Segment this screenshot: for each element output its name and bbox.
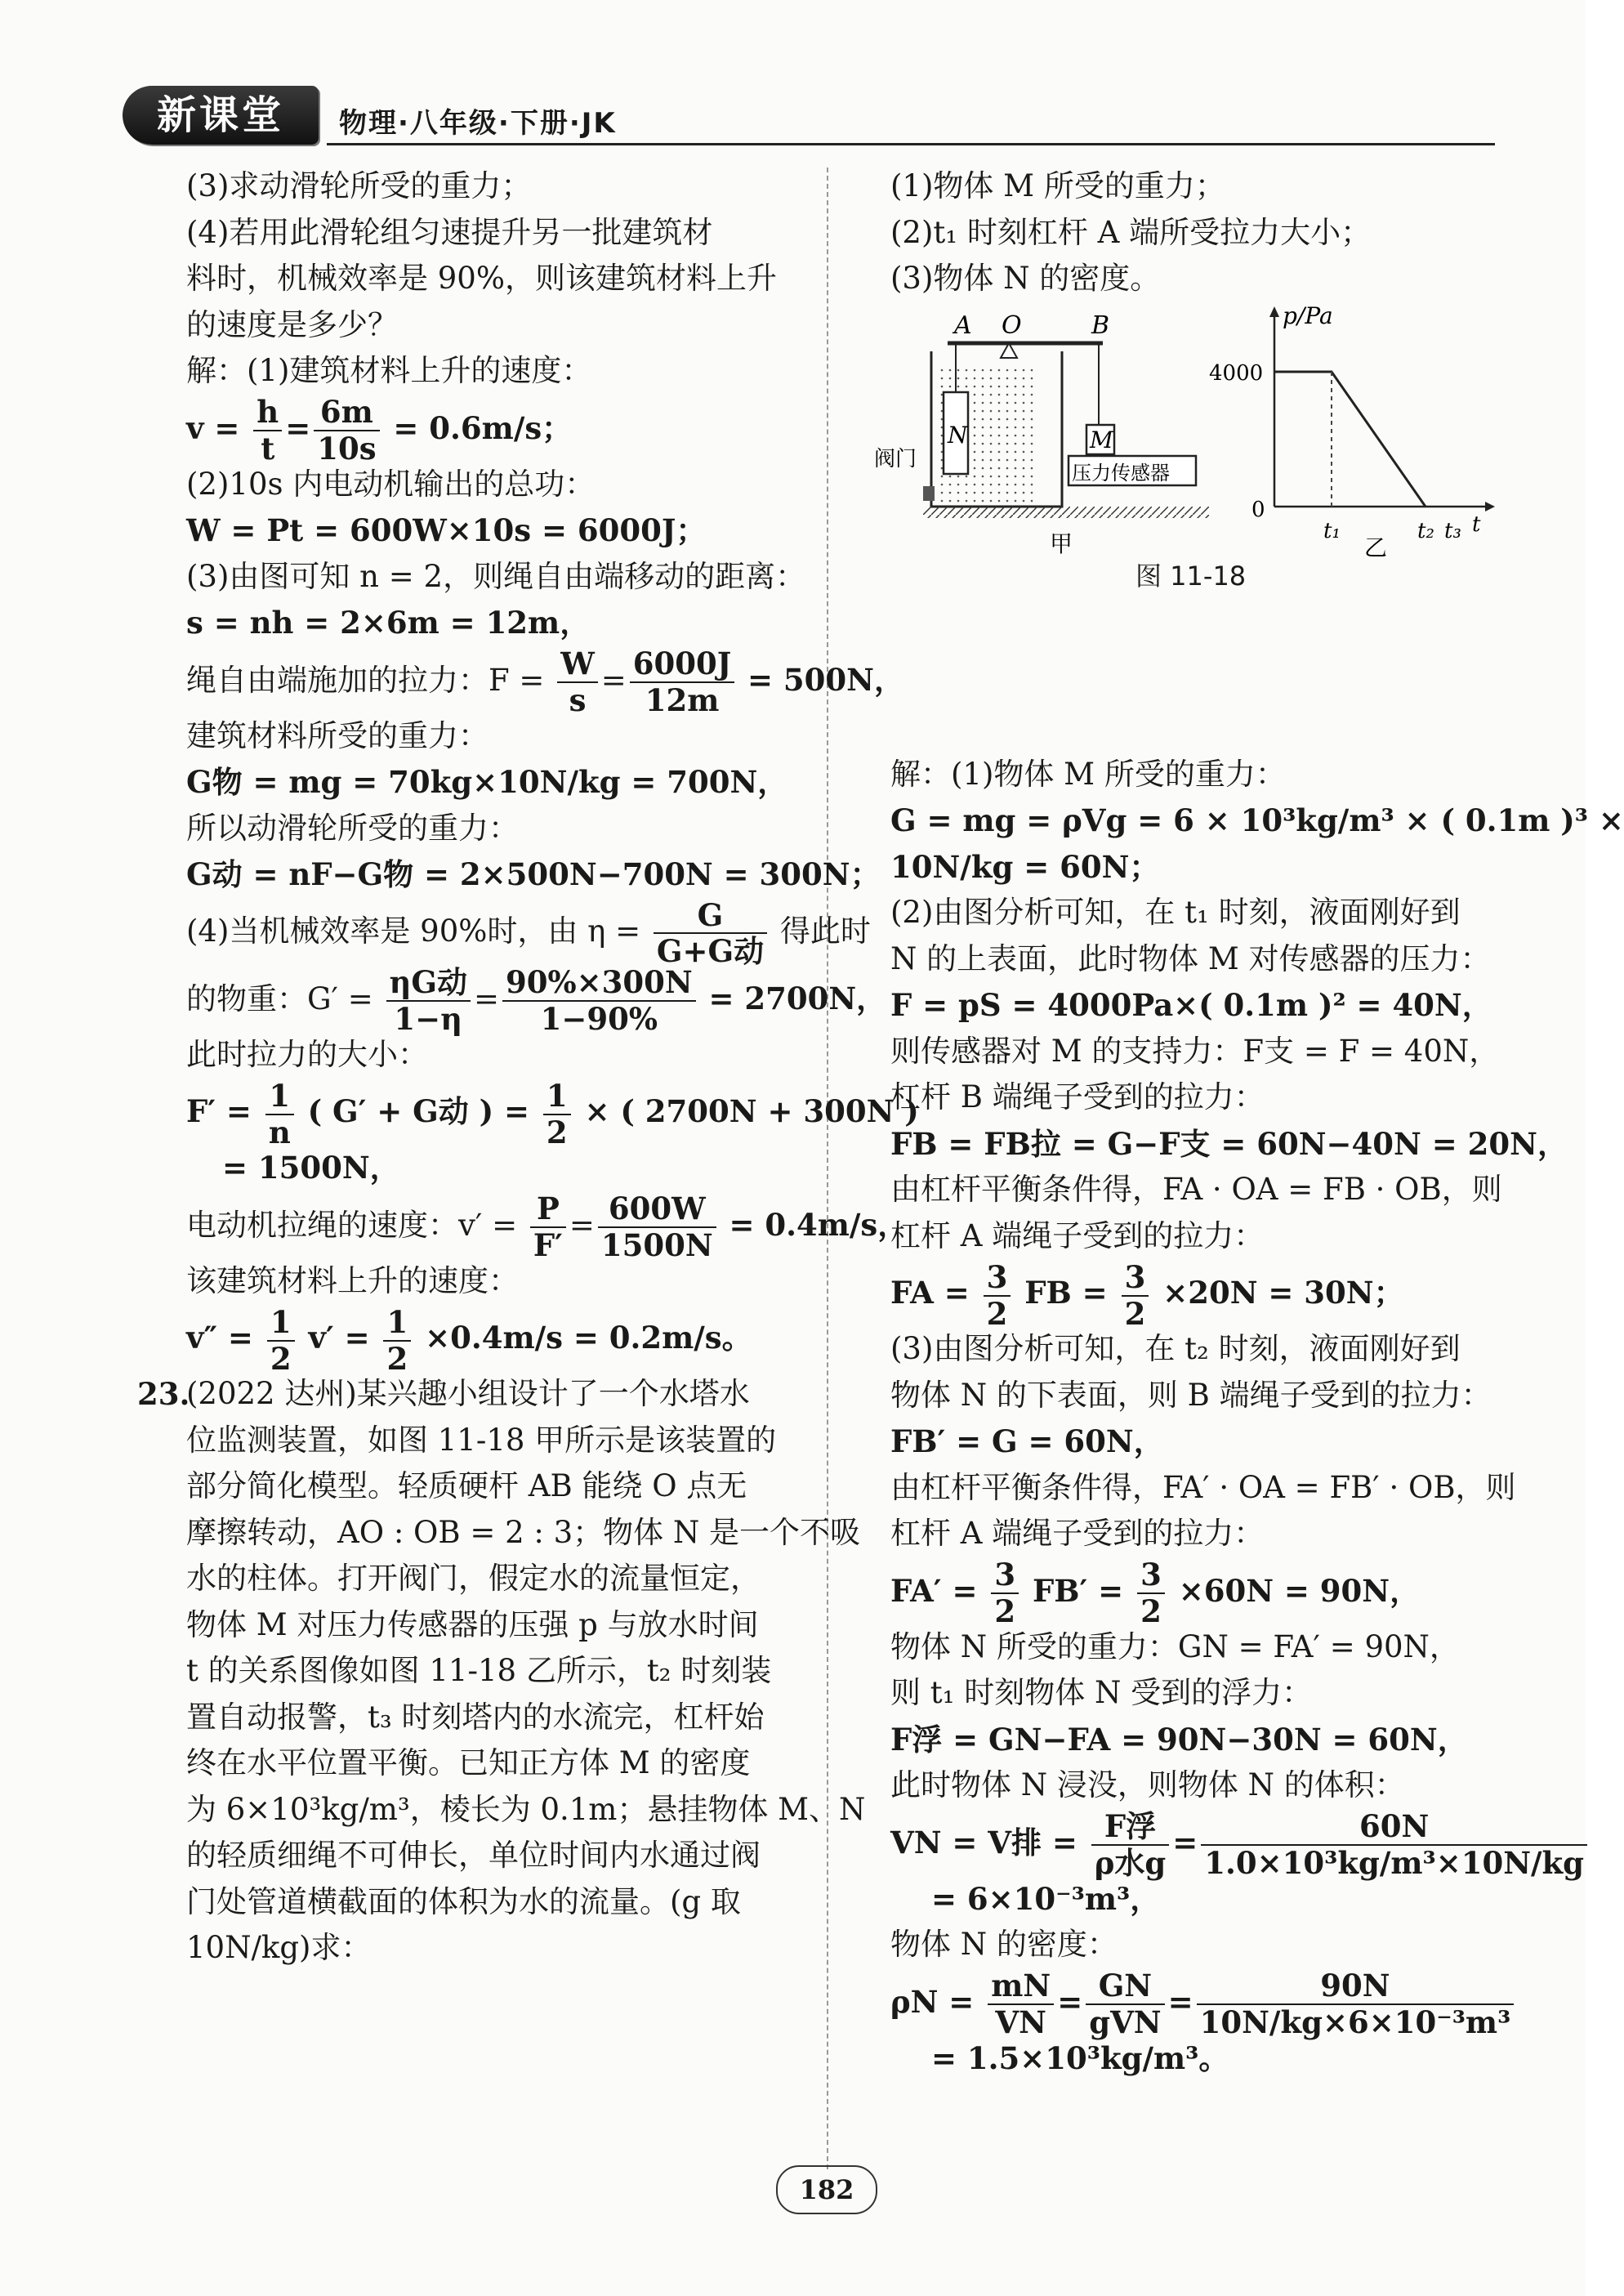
pressure-curve xyxy=(1274,372,1425,507)
numerator: 3 xyxy=(991,1557,1019,1594)
text-line: 此时物体 N 浸没，则物体 N 的体积： xyxy=(890,1767,1405,1802)
equation-line xyxy=(890,1258,1511,1332)
text-line: 该建筑材料上升的速度： xyxy=(186,1262,519,1298)
fraction xyxy=(1137,1557,1165,1628)
text-line: 杠杆 A 端绳子受到的拉力： xyxy=(890,1516,1265,1551)
figure-11-18 xyxy=(874,302,1511,572)
numerator: 60N xyxy=(1201,1809,1587,1846)
text-line: (3)求动滑轮所受的重力； xyxy=(186,168,532,203)
equation-line: F = pS = 4000Pa×( 0.1m )² = 40N， xyxy=(890,987,1492,1023)
eq-text: = 0.4m/s， xyxy=(729,1206,908,1243)
y-tick-4000: 4000 xyxy=(1209,361,1264,386)
text-line: (4)若用此滑轮组匀速提升另一批建筑材 xyxy=(186,214,713,250)
header-rule xyxy=(327,143,1495,145)
text-line: 水的柱体。打开阀门，假定水的流量恒定， xyxy=(186,1561,761,1596)
eq-text: ×20N = 30N； xyxy=(1162,1275,1404,1311)
pressure-time-graph xyxy=(1209,302,1495,561)
numerator: 6000J xyxy=(630,646,735,683)
text-line: (3)由图可知 n = 2，则绳自由端移动的距离： xyxy=(186,558,806,594)
eq-text: ρN = xyxy=(890,1983,975,2020)
text-line: 的速度是多少？ xyxy=(186,306,398,342)
eq-text: v′ = xyxy=(308,1320,370,1356)
numerator: 1 xyxy=(267,1305,295,1342)
text-line: 物体 N 的密度： xyxy=(890,1927,1118,1962)
equation-line: G = mg = ρVg = 6 × 10³kg/m³ × ( 0.1m )³ × xyxy=(890,802,1624,838)
equation-line: 10N/kg = 60N； xyxy=(890,848,1160,885)
denominator: s xyxy=(569,682,587,718)
denominator: 1−η xyxy=(394,1001,463,1037)
text-line: 则传感器对 M 的支持力：F支 = F = 40N， xyxy=(890,1033,1500,1069)
text-line: (2)t₁ 时刻杠杆 A 端所受拉力大小； xyxy=(890,214,1372,250)
origin-label: 0 xyxy=(1251,498,1265,522)
numerator: ηG动 xyxy=(386,965,471,1002)
denominator: 1−90% xyxy=(540,1001,658,1037)
denominator: n xyxy=(268,1114,291,1150)
fraction xyxy=(598,1191,716,1262)
equation-line xyxy=(890,1557,1511,1629)
numerator: GN xyxy=(1086,1968,1164,2005)
eq-text: = 500N， xyxy=(747,661,904,698)
numerator: 3 xyxy=(1122,1260,1149,1297)
equation-line: ρN = $\frac{mN}{VN}$ = $\frac{GN}{\text{gVN}}$ = $\frac{90N}{\text{10N/kg×6×10⁻³m³}}$ xyxy=(890,1968,1511,2035)
eq-text: FB = xyxy=(1024,1275,1108,1311)
figure-caption: 图 11-18 xyxy=(1135,561,1247,592)
text-line: N 的上表面，此时物体 M 对传感器的压力： xyxy=(890,940,1491,976)
fraction xyxy=(991,1557,1019,1628)
equation-line: s = nh = 2×6m = 12m， xyxy=(186,605,591,641)
fraction xyxy=(1091,1809,1169,1880)
eq-text: FA = xyxy=(890,1275,970,1311)
eq-text: FB′ = xyxy=(1032,1572,1124,1609)
sensor-label: 压力传感器 xyxy=(1072,462,1170,485)
numerator: 1 xyxy=(543,1079,571,1115)
text-line: 杠杆 B 端绳子受到的拉力： xyxy=(890,1079,1265,1114)
apparatus-diagram xyxy=(874,311,1209,557)
eq-text: ( G′ + G动 ) = xyxy=(307,1093,529,1129)
sub-label-yi: 乙 xyxy=(1364,534,1388,561)
denominator: VN xyxy=(995,2004,1046,2040)
text-line: 终在水平位置平衡。已知正方体 M 的密度 xyxy=(186,1745,751,1780)
text-line: 门处管道横截面的体积为水的流量。(g 取 xyxy=(186,1883,741,1919)
text-line: 由杠杆平衡条件得，FA′ · OA = FB′ · OB，则 xyxy=(890,1469,1516,1505)
eq-text: v = xyxy=(186,409,240,446)
text-line: 物体 N 所受的重力：GN = FA′ = 90N， xyxy=(890,1628,1460,1664)
numerator: 90%×300N xyxy=(502,965,696,1002)
numerator: P xyxy=(530,1191,566,1228)
t2-label: t₂ xyxy=(1417,519,1434,543)
equation-line: 绳自由端施加的拉力：F = $\frac{W}{s}$ = $\frac{6000J}{12m}$ = 500N， xyxy=(186,645,904,718)
fraction xyxy=(530,1191,566,1262)
fraction xyxy=(984,1260,1011,1331)
eq-text: 电动机拉绳的速度：v′ = xyxy=(186,1207,518,1243)
valve-label: 阀门 xyxy=(874,447,917,471)
eq-text: VN = V排 = xyxy=(890,1824,1077,1860)
eq-text: 的物重：G′ = xyxy=(186,980,373,1016)
equation-line: VN = V排 = $\frac{\text{F浮}}{\text{ρ水g}}$ = $\frac{60N}{\text{1.0×10³kg/m³×10N/kg}}$ xyxy=(890,1809,1511,1876)
text-line: 的轻质细绳不可伸长，单位时间内水通过阀 xyxy=(186,1838,761,1873)
equation-line: G物 = mg = 70kg×10N/kg = 700N， xyxy=(186,764,788,800)
denominator: 2 xyxy=(994,1593,1016,1629)
label-b: B xyxy=(1091,311,1110,340)
equation-line: 电动机拉绳的速度：v′ = $\frac{P}{F'}$ = $\frac{600W}{1500N}$ = 0.4m/s， xyxy=(186,1190,908,1263)
numerator: 3 xyxy=(984,1260,1011,1297)
series-logo: 新课堂 xyxy=(123,86,319,145)
denominator: 10s xyxy=(317,431,377,467)
equation-line: F浮 = GN−FA = 90N−30N = 60N， xyxy=(890,1721,1468,1758)
numerator: F浮 xyxy=(1091,1809,1169,1846)
denominator: 1500N xyxy=(600,1227,713,1263)
text-line: 则 t₁ 时刻物体 N 受到的浮力： xyxy=(890,1675,1313,1710)
equation-line: 的物重：G′ = $\frac{\text{ηG动}}{1-\eta}$ = $\frac{90\%\times 300N}{1-90\%}$ = 2700N， xyxy=(186,964,887,1037)
p-axis-label: p/Pa xyxy=(1283,302,1333,329)
question-first-line xyxy=(137,1371,807,1418)
denominator: G+G动 xyxy=(656,933,765,970)
numerator: 90N xyxy=(1197,1968,1515,2005)
text-line: 料时，机械效率是 90%，则该建筑材料上升 xyxy=(186,261,777,296)
fraction xyxy=(1197,1968,1515,2039)
text-line: 位监测装置，如图 11-18 甲所示是该装置的 xyxy=(186,1422,777,1458)
numerator: 3 xyxy=(1137,1557,1165,1594)
book-title: 物理·八年级·下册·JK xyxy=(339,107,617,140)
equation-line: W = Pt = 600W×10s = 6000J； xyxy=(186,512,707,548)
equation-line: G动 = nF−G物 = 2×500N−700N = 300N； xyxy=(186,856,881,892)
fraction xyxy=(267,1305,295,1376)
denominator: 2 xyxy=(986,1295,1008,1332)
text-line: (2)10s 内电动机输出的总功： xyxy=(186,466,596,502)
text-line: 解：(1)物体 M 所受的重力： xyxy=(890,756,1286,792)
equation-line: = 1.5×10³kg/m³。 xyxy=(931,2039,1229,2076)
eq-text: ×0.4m/s = 0.2m/s。 xyxy=(425,1320,752,1356)
numerator: mN xyxy=(988,1968,1054,2005)
text-line: 物体 N 的下表面，则 B 端绳子受到的拉力： xyxy=(890,1377,1492,1413)
numerator: 1 xyxy=(265,1079,294,1115)
t1-label: t₁ xyxy=(1323,519,1341,543)
column-divider xyxy=(827,168,828,2169)
eq-text: = 0.6m/s； xyxy=(393,409,573,446)
label-n: N xyxy=(948,422,968,449)
denominator: 2 xyxy=(1140,1593,1162,1629)
fraction xyxy=(502,965,696,1036)
text-line: (3)物体 N 的密度。 xyxy=(890,261,1161,296)
numerator: 1 xyxy=(383,1305,411,1342)
text-line: 摩擦转动，AO : OB = 2 : 3；物体 N 是一个不吸 xyxy=(186,1514,861,1550)
numerator: h xyxy=(253,395,282,431)
text-line: (2)由图分析可知，在 t₁ 时刻，液面刚好到 xyxy=(890,895,1461,930)
label-o: O xyxy=(1002,311,1022,340)
text-line: (3)由图分析可知，在 t₂ 时刻，液面刚好到 xyxy=(890,1331,1461,1366)
fraction xyxy=(630,646,735,717)
text-line: 10N/kg)求： xyxy=(186,1930,372,1965)
text-line: t 的关系图像如图 11-18 乙所示，t₂ 时刻装 xyxy=(186,1653,772,1688)
fraction xyxy=(383,1305,411,1376)
denominator: t xyxy=(261,431,275,467)
eq-text: 得此时 xyxy=(779,913,871,949)
text-line: (1)物体 M 所受的重力； xyxy=(890,168,1225,203)
label-m: M xyxy=(1090,427,1113,453)
text-line: 解：(1)建筑材料上升的速度： xyxy=(186,353,592,388)
equation-line xyxy=(186,1303,807,1377)
text-line: 杠杆 A 端绳子受到的拉力： xyxy=(890,1217,1265,1253)
page-number: 182 xyxy=(776,2165,877,2214)
fraction xyxy=(557,646,598,717)
fraction xyxy=(1201,1809,1587,1880)
t-label: t xyxy=(1472,512,1481,537)
denominator: 2 xyxy=(1124,1295,1146,1332)
denominator: 2 xyxy=(386,1340,408,1377)
question-text: (2022 达州)某兴趣小组设计了一个水塔水 xyxy=(186,1376,750,1411)
denominator: 2 xyxy=(546,1114,568,1150)
sub-label-jia: 甲 xyxy=(1050,530,1073,557)
denominator: gVN xyxy=(1089,2004,1162,2040)
fulcrum-o xyxy=(1001,343,1017,358)
numerator: 6m xyxy=(314,395,379,431)
eq-text: = 2700N， xyxy=(708,980,887,1016)
fraction xyxy=(265,1079,294,1150)
denominator: 10N/kg×6×10⁻³m³ xyxy=(1199,2004,1511,2040)
eq-text: 绳自由端施加的拉力：F = xyxy=(186,662,545,698)
text-line: 置自动报警，t₃ 时刻塔内的水流完，杠杆始 xyxy=(186,1699,765,1735)
equation-line: FB = FB拉 = G−F支 = 60N−40N = 20N， xyxy=(890,1125,1568,1162)
eq-text: × ( 2700N + 300N ) xyxy=(584,1093,919,1129)
text-line: 此时拉力的大小： xyxy=(186,1036,428,1072)
eq-text: F′ = xyxy=(186,1093,252,1129)
equation-line xyxy=(186,1077,919,1150)
left-column xyxy=(137,163,919,1972)
fraction xyxy=(1122,1260,1149,1331)
text-line: 所以动滑轮所受的重力： xyxy=(186,810,519,846)
denominator: 2 xyxy=(270,1340,292,1377)
eq-text: FA′ = xyxy=(890,1572,978,1609)
text-line: 由杠杆平衡条件得，FA · OA = FB · OB，则 xyxy=(890,1172,1502,1207)
denominator: ρ水g xyxy=(1094,1845,1167,1881)
fraction xyxy=(1086,1968,1164,2039)
text-line: 为 6×10³kg/m³，棱长为 0.1m；悬挂物体 M、N xyxy=(186,1791,866,1827)
fraction xyxy=(654,898,767,969)
equation-line xyxy=(186,896,871,970)
t-axis-arrow xyxy=(1485,502,1495,511)
text-line: 物体 M 对压力传感器的压强 p 与放水时间 xyxy=(186,1606,759,1642)
t3-label: t₃ xyxy=(1444,519,1461,543)
text-line: 部分简化模型。轻质硬杆 AB 能绕 O 点无 xyxy=(186,1468,747,1503)
denominator: 1.0×10³kg/m³×10N/kg xyxy=(1204,1845,1585,1881)
fraction xyxy=(253,395,282,466)
eq-text: v″ = xyxy=(186,1320,253,1356)
question-number: 23. xyxy=(137,1376,190,1412)
eq-text: ×60N = 90N， xyxy=(1178,1572,1421,1609)
equation-line: = 6×10⁻³m³， xyxy=(931,1880,1161,1917)
equation-line: FB′ = G = 60N， xyxy=(890,1423,1164,1459)
numerator: W xyxy=(557,646,598,683)
fraction xyxy=(314,395,379,466)
numerator: 600W xyxy=(598,1191,716,1228)
page-header xyxy=(123,86,1495,151)
p-axis-arrow xyxy=(1269,306,1279,317)
equation-line: = 1500N， xyxy=(222,1150,400,1186)
ground xyxy=(923,507,1209,518)
valve xyxy=(923,486,935,501)
denominator: 12m xyxy=(645,682,720,718)
fraction xyxy=(386,965,471,1036)
denominator: F′ xyxy=(533,1227,563,1263)
label-a: A xyxy=(954,311,972,340)
numerator: G xyxy=(654,898,767,935)
text-line: 建筑材料所受的重力： xyxy=(186,717,489,753)
eq-text: (4)当机械效率是 90%时，由 η = xyxy=(186,913,641,949)
equation-line: v = $\frac{h}{t}$ = $\frac{6m}{10s}$ = 0.6m/s； xyxy=(186,394,573,467)
fraction xyxy=(543,1079,571,1150)
fraction xyxy=(988,1968,1054,2039)
